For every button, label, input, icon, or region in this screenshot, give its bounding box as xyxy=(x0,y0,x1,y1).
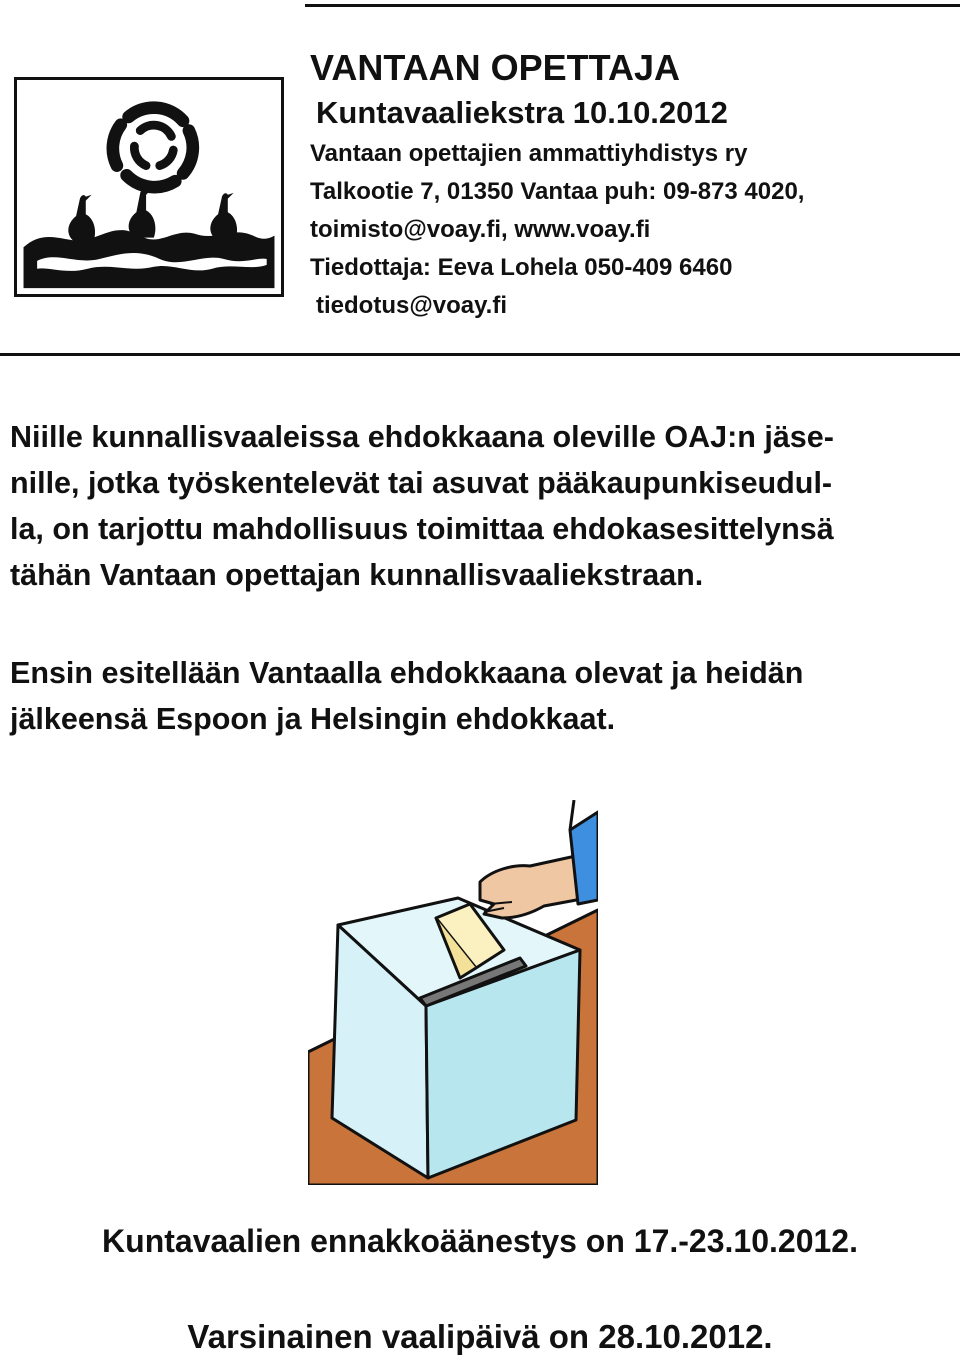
editor-email: tiedotus@voay.fi xyxy=(316,292,507,319)
ballot-box-icon xyxy=(308,800,598,1185)
intro-paragraph xyxy=(10,414,950,598)
organization-name: Vantaan opettajien ammattiyhdistys ry xyxy=(310,140,748,167)
advance-voting-dates: Kuntavaalien ennakkoäänestys on 17.-23.10.2012. xyxy=(102,1223,858,1259)
top-divider xyxy=(305,4,960,7)
paragraph-line: nille, jotka työskentelevät tai asuvat pääkaupunkiseudul- xyxy=(10,466,833,500)
paragraph-line: Niille kunnallisvaaleissa ehdokkaana oleville OAJ:n jäse- xyxy=(10,420,834,454)
paragraph-line: jälkeensä Espoon ja Helsingin ehdokkaat. xyxy=(10,702,616,736)
organization-address: Talkootie 7, 01350 Vantaa puh: 09-873 4020, xyxy=(310,178,805,205)
header-divider xyxy=(0,353,960,356)
masthead xyxy=(310,45,950,325)
paragraph-line: Ensin esitellään Vantaalla ehdokkaana olevat ja heidän xyxy=(10,656,804,690)
paragraph-line: la, on tarjottu mahdollisuus toimittaa ehdokasesittelynsä xyxy=(10,512,834,546)
election-day-date: Varsinainen vaalipäivä on 28.10.2012. xyxy=(187,1318,773,1355)
voay-logo-icon xyxy=(14,77,284,297)
issue-subtitle: Kuntavaaliekstra 10.10.2012 xyxy=(316,95,728,130)
organization-contacts: toimisto@voay.fi, www.voay.fi xyxy=(310,216,651,243)
order-paragraph xyxy=(10,650,950,742)
newsletter-title: VANTAAN OPETTAJA xyxy=(310,47,681,88)
editor-contact: Tiedottaja: Eeva Lohela 050-409 6460 xyxy=(310,254,733,281)
paragraph-line: tähän Vantaan opettajan kunnallisvaaliekstraan. xyxy=(10,558,704,592)
